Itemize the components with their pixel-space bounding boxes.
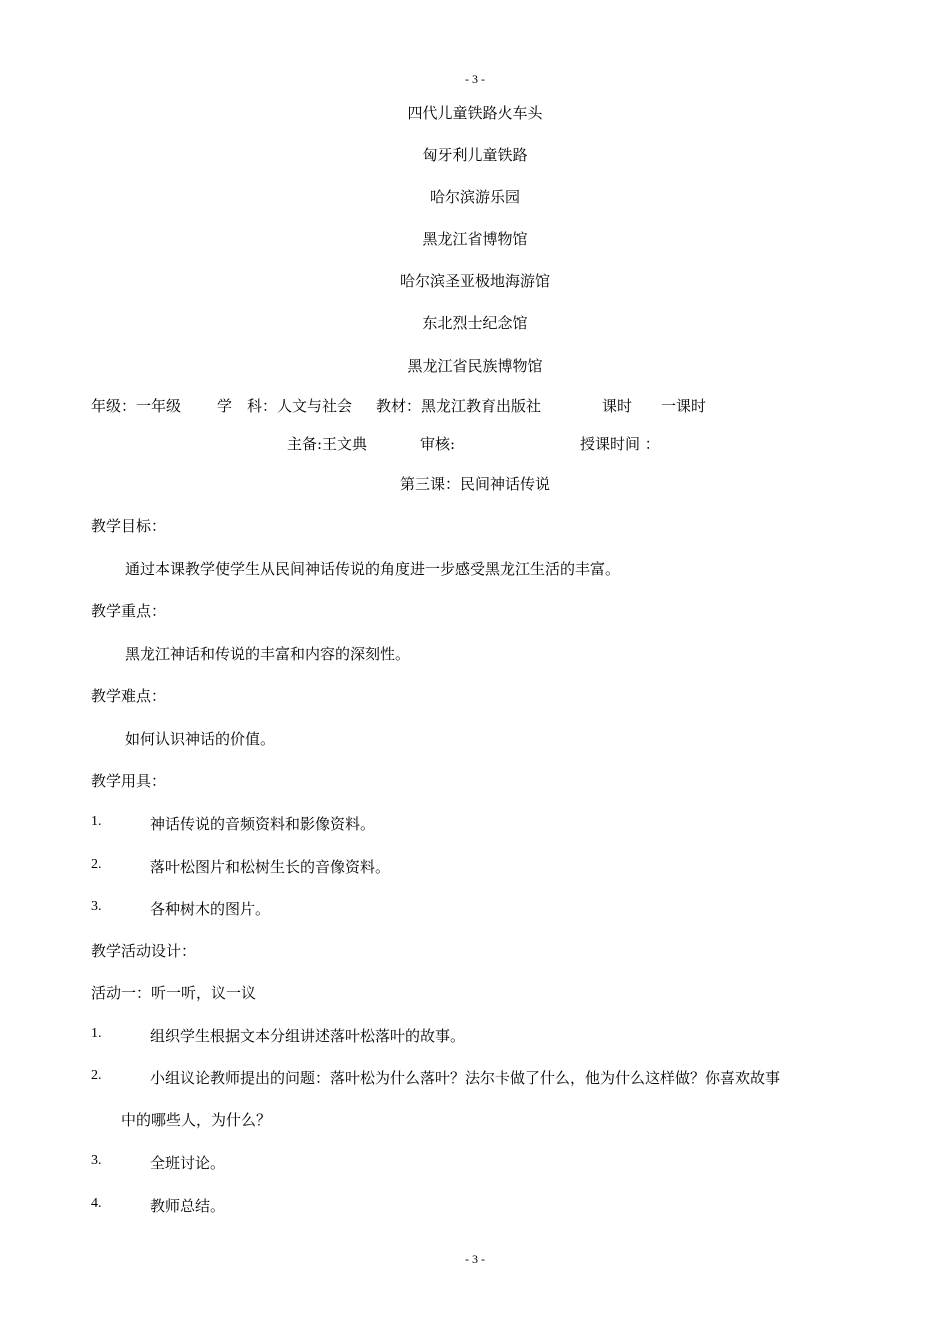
activity-number: 4. (91, 1196, 102, 1211)
venue-item: 黑龙江省博物馆 (422, 230, 528, 248)
meta-reviewer: 审核: (420, 435, 456, 453)
activity-heading: 活动一：听一听，议一议 (91, 984, 257, 1002)
meta-textbook: 教材：黑龙江教育出版社 (376, 397, 542, 415)
activity-number: 3. (91, 1153, 102, 1168)
activity-item: 小组议论教师提出的问题：落叶松为什么落叶？法尔卡做了什么，他为什么这样做？你喜欢故事 (150, 1069, 781, 1087)
tool-number: 3. (91, 899, 102, 914)
meta-grade: 年级：一年级 (91, 397, 182, 415)
page-number-bottom: - 3 - (465, 1252, 485, 1266)
venue-item: 匈牙利儿童铁路 (422, 146, 528, 164)
objective-heading: 教学目标： (91, 517, 167, 535)
tools-heading: 教学用具： (91, 772, 167, 790)
difficulty-heading: 教学难点： (91, 687, 167, 705)
design-heading: 教学活动设计： (91, 942, 197, 960)
venue-item: 东北烈士纪念馆 (422, 314, 528, 332)
tool-item: 落叶松图片和松树生长的音像资料。 (150, 858, 391, 876)
meta-period-value: 一课时 (661, 397, 707, 415)
meta-preparer: 主备:王文典 (287, 435, 368, 453)
activity-item: 全班讨论。 (150, 1154, 226, 1172)
venue-item: 哈尔滨圣亚极地海游馆 (399, 272, 550, 290)
activity-item-continuation: 中的哪些人，为什么？ (121, 1111, 272, 1129)
venue-item: 哈尔滨游乐园 (429, 188, 520, 206)
activity-item: 组织学生根据文本分组讲述落叶松落叶的故事。 (150, 1027, 466, 1045)
venue-item: 黑龙江省民族博物馆 (407, 357, 543, 375)
tool-number: 2. (91, 857, 102, 872)
activity-number: 2. (91, 1068, 102, 1083)
page-number-top: - 3 - (465, 72, 485, 86)
venue-item: 四代儿童铁路火车头 (407, 104, 543, 122)
difficulty-text: 如何认识神话的价值。 (125, 730, 276, 748)
meta-teaching-time: 授课时间 ： (580, 435, 660, 453)
key-heading: 教学重点： (91, 602, 167, 620)
tool-number: 1. (91, 814, 102, 829)
meta-subject: 学 科：人文与社会 (217, 397, 353, 415)
activity-number: 1. (91, 1026, 102, 1041)
lesson-title: 第三课：民间神话传说 (399, 475, 550, 493)
tool-item: 各种树木的图片。 (150, 900, 271, 918)
meta-period-label: 课时 (602, 397, 633, 415)
activity-item: 教师总结。 (150, 1197, 226, 1215)
key-text: 黑龙江神话和传说的丰富和内容的深刻性。 (125, 645, 411, 663)
objective-text: 通过本课教学使学生从民间神话传说的角度进一步感受黑龙江生活的丰富。 (125, 560, 621, 578)
tool-item: 神话传说的音频资料和影像资料。 (150, 815, 376, 833)
